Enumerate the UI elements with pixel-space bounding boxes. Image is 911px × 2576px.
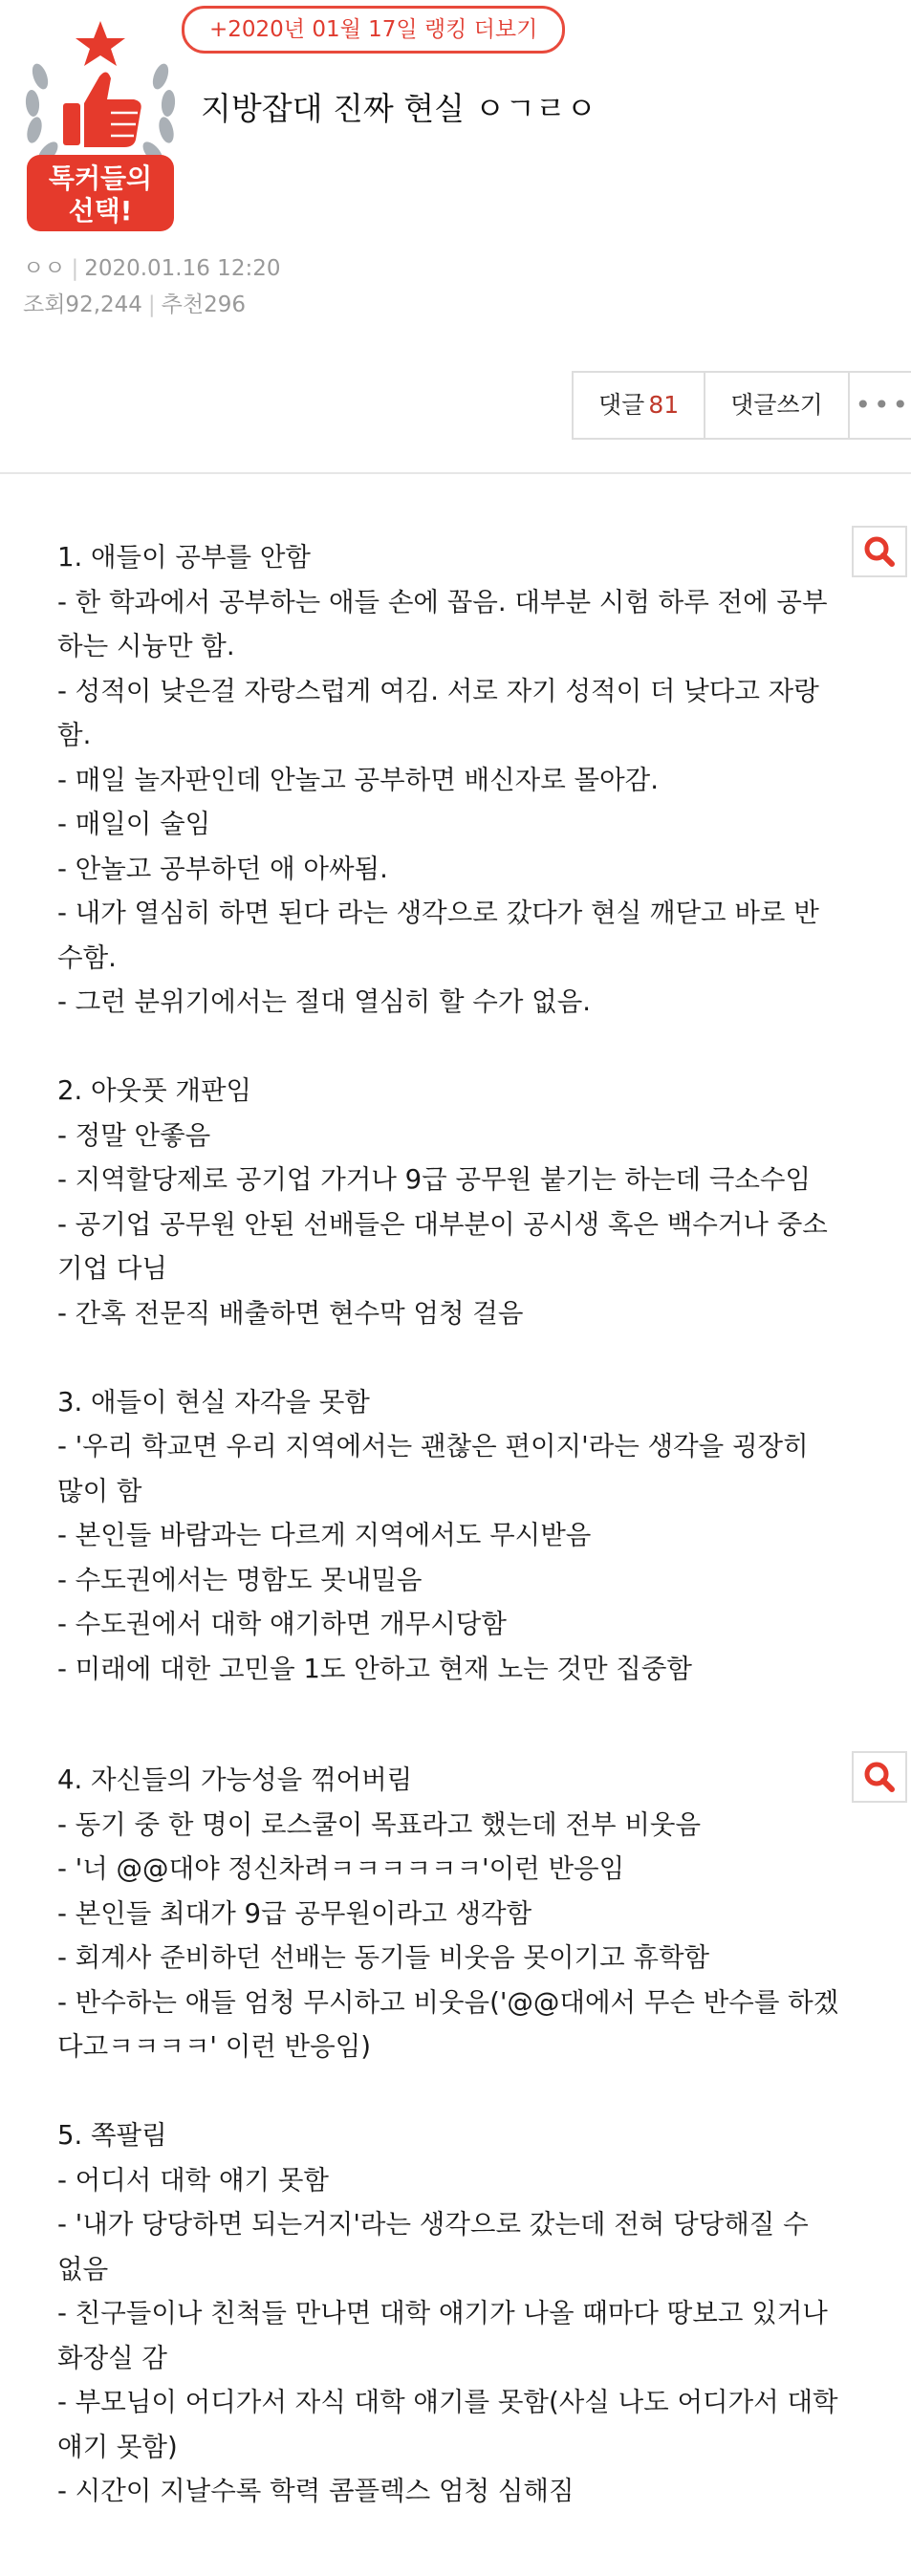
text-line: - 본인들 최대가 9급 공무원이라고 생각함 (57, 1897, 532, 1929)
text-line: - 그런 분위기에서는 절대 열심히 할 수가 없음. (57, 986, 592, 1017)
section-3 (57, 1380, 870, 1692)
paragraph-gap (57, 2069, 870, 2114)
text-line: 다고ㅋㅋㅋㅋ' 이런 반응임) (57, 2031, 371, 2062)
text-line: - 동기 중 한 명이 로스쿨이 목표라고 했는데 전부 비웃음 (57, 1808, 702, 1840)
view-count: 조회92,244 (23, 292, 142, 317)
text-line: 많이 함 (57, 1475, 142, 1506)
separator: | (71, 256, 79, 281)
text-line: - '너 @@대야 정신차려ㅋㅋㅋㅋㅋㅋ'이런 반응임 (57, 1853, 625, 1884)
text-line: - 본인들 바람과는 다르게 지역에서도 무시받음 (57, 1520, 592, 1550)
text-line: 5. 쪽팔림 (57, 2120, 167, 2151)
comments-button[interactable] (574, 373, 705, 438)
text-line: 없음 (57, 2253, 109, 2284)
text-line: 4. 자신들의 가능성을 꺾어버림 (57, 1764, 413, 1795)
paragraph-gap (57, 1025, 870, 1070)
text-line: - 회계사 준비하던 선배는 동기들 비웃음 못이기고 휴학함 (57, 1942, 710, 1973)
text-line: - 정말 안좋음 (57, 1119, 211, 1151)
text-line: - 미래에 대한 고민을 1도 안하고 현재 노는 것만 집중함 (57, 1653, 692, 1684)
text-line: - 공기업 공무원 안된 선배들은 대부분이 공시생 혹은 백수거나 중소 (57, 1208, 828, 1240)
text-line: - 수도권에서는 명함도 못내밀음 (57, 1564, 423, 1595)
text-line: - 지역할당제로 공기업 가거나 9급 공무원 붙기는 하는데 극소수임 (57, 1164, 812, 1195)
comments-count: 81 (648, 391, 680, 419)
author-name[interactable]: ㅇㅇ (23, 256, 66, 281)
section-4 (57, 1758, 870, 2069)
text-line: - 시간이 지날수록 학력 콤플렉스 엄청 심해짐 (57, 2476, 575, 2506)
text-line: - 내가 열심히 하면 된다 라는 생각으로 갔다가 현실 깨닫고 바로 반 (57, 898, 819, 928)
text-line: 얘기 못함) (57, 2431, 178, 2462)
text-line: 화장실 감 (57, 2342, 168, 2373)
text-line: - 간혹 전문직 배출하면 현수막 엄청 걸음 (57, 1297, 524, 1329)
text-line: - 친구들이나 친척들 만나면 대학 얘기가 나올 때마다 땅보고 있거나 (57, 2298, 828, 2328)
text-line: - '우리 학교면 우리 지역에서는 괜찮은 편이지'라는 생각을 굉장히 (57, 1431, 809, 1461)
page-title: 지방잡대 진짜 현실 ㅇㄱㄹㅇ (201, 90, 597, 127)
section-1 (57, 535, 870, 1025)
text-line: 함. (57, 720, 92, 750)
text-line: 2. 아웃풋 개판임 (57, 1075, 252, 1106)
text-line: - '내가 당당하면 되는거지'라는 생각으로 갔는데 전혀 당당해질 수 (57, 2209, 809, 2240)
text-line: 1. 애들이 공부를 안함 (57, 542, 311, 573)
post-date: 2020.01.16 12:20 (84, 256, 281, 281)
recommend-count: 추천296 (161, 292, 247, 317)
paragraph-gap (57, 1691, 870, 1758)
write-comment-button[interactable]: 댓글쓰기 (705, 373, 850, 438)
text-line: 3. 애들이 현실 자각을 못함 (57, 1386, 370, 1418)
text-line: - 부모님이 어디가서 자식 대학 얘기를 못함(사실 나도 어디가서 대학 (57, 2387, 838, 2417)
badge-text-line2: 선택! (68, 195, 133, 227)
section-5 (57, 2113, 870, 2514)
post-meta-author-date (23, 250, 280, 282)
text-line: - 반수하는 애들 엄청 무시하고 비웃음('@@대에서 무슨 반수를 하겠 (57, 1986, 839, 2018)
text-line: - 어디서 대학 얘기 못함 (57, 2164, 329, 2196)
post-header (0, 0, 911, 478)
text-line: - 매일이 술임 (57, 809, 211, 839)
text-line: - 성적이 낮은걸 자랑스럽게 여김. 서로 자기 성적이 더 낮다고 자랑 (57, 675, 819, 706)
ranking-more-link[interactable]: +2020년 01월 17일 랭킹 더보기 (182, 6, 565, 54)
post-body (57, 535, 870, 2514)
text-line: - 수도권에서 대학 얘기하면 개무시당함 (57, 1609, 507, 1639)
post-actions (572, 371, 911, 440)
header-divider (0, 472, 911, 474)
section-2 (57, 1069, 870, 1335)
separator: | (147, 292, 156, 317)
text-line: 기업 다님 (57, 1253, 168, 1284)
text-line: - 매일 놀자판인데 안놀고 공부하면 배신자로 몰아감. (57, 764, 659, 795)
text-line: 하는 시늉만 함. (57, 631, 235, 661)
comments-label: 댓글 (598, 391, 645, 419)
text-line: - 한 학과에서 공부하는 애들 손에 꼽음. 대부분 시험 하루 전에 공부 (57, 586, 828, 617)
text-line: 수함. (57, 942, 117, 973)
post-meta-stats (23, 287, 246, 318)
thumbs-up-laurel-icon (19, 19, 182, 234)
more-options-button[interactable]: ••• (855, 389, 911, 421)
paragraph-gap (57, 1335, 870, 1380)
text-line: - 안놀고 공부하던 애 아싸됨. (57, 853, 388, 884)
badge-text-line1: 톡커들의 (48, 162, 153, 194)
